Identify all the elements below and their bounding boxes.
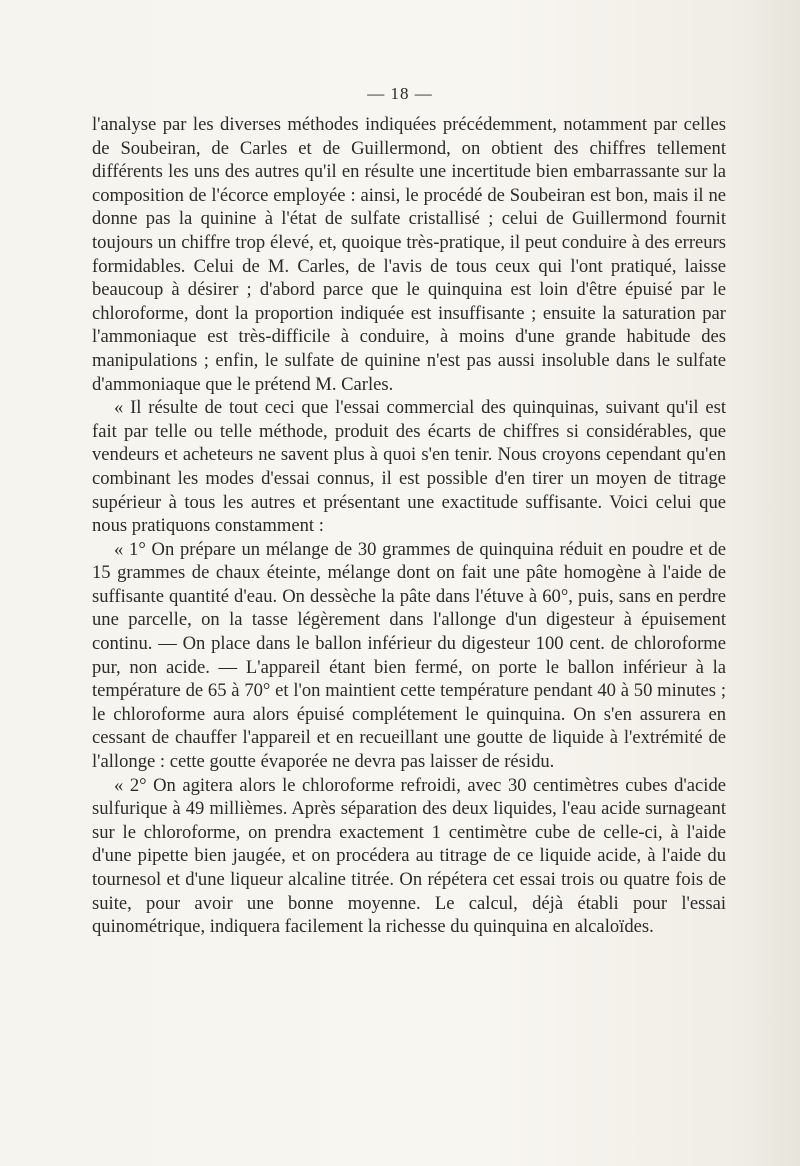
paragraph-3: « 1° On prépare un mélange de 30 grammes de quinquina réduit en poudre et de 15 grammes de chaux éteinte, mélange dont on fait une pâte homogène à l'aide de suffisante quantité d'eau. On dessèche la pâte dans l'étuve à 60°, puis, sans en perdre une parcelle, on la tasse légèrement dans l'allonge d'un digesteur à épuisement continu. — On place dans le ballon inférieur du digesteur 100 cent. de chloroforme pur, non acide. — L'appareil étant bien fermé, on porte le ballon inférieur à la température de 65 à 70° et l'on maintient cette température pendant 40 à 50 minutes ; le chloroforme aura alors épuisé complétement le quinquina. On s'en assurera en cessant de chauffer l'appareil et en recueillant une goutte de liquide à l'extrémité de l'allonge : cette goutte évaporée ne devra pas laisser de résidu.: [92, 538, 726, 773]
page-edge-shadow: [740, 0, 800, 1166]
page-number: — 18 —: [367, 84, 433, 103]
paragraph-4: « 2° On agitera alors le chloroforme refroidi, avec 30 centimètres cubes d'acide sulfurique à 49 millièmes. Après séparation des deux liquides, l'eau acide surnageant sur le chloroforme, on prendra exactement 1 centimètre cube de celle-ci, à l'aide d'une pipette bien jaugée, et on procédera au titrage de ce liquide acide, à l'aide du tournesol et d'une liqueur alcaline titrée. On répétera cet essai trois ou quatre fois de suite, pour avoir une bonne moyenne. Le calcul, déjà établi pour l'essai quinométrique, indiquera facilement la richesse du quinquina en alcaloïdes.: [92, 774, 726, 938]
body-text: [92, 113, 726, 939]
paragraph-2: « Il résulte de tout ceci que l'essai commercial des quinquinas, suivant qu'il est fait par telle ou telle méthode, produit des écarts de chiffres si considérables, que vendeurs et acheteurs ne savent plus à quoi s'en tenir. Nous croyons cependant qu'en combinant les modes d'essai connus, il est possible d'en tirer un moyen de titrage supérieur à tous les autres et présentant une exactitude suffisante. Voici celui que nous pratiquons constamment :: [92, 397, 726, 537]
paragraph-1: l'analyse par les diverses méthodes indiquées précédemment, notamment par celles de Soubeiran, de Carles et de Guillermond, on obtient des chiffres tellement différents les uns des autres qu'il en résulte une incertitude bien embarrassante sur la composition de l'écorce employée : ainsi, le procédé de Soubeiran est bon, mais il ne donne pas la quinine à l'état de sulfate cristallisé ; celui de Guillermond fournit toujours un chiffre trop élevé, et, quoique très-pratique, il peut conduire à des erreurs formidables. Celui de M. Carles, de l'avis de tous ceux qui l'ont pratiqué, laisse beaucoup à désirer ; d'abord parce que le quinquina est loin d'être épuisé par le chloroforme, dont la proportion indiquée est insuffisante ; ensuite la saturation par l'ammoniaque est très-difficile à conduire, à moins d'une grande habitude des manipulations ; enfin, le sulfate de quinine n'est pas aussi insoluble dans le sulfate d'ammoniaque que le prétend M. Carles.: [92, 114, 726, 395]
